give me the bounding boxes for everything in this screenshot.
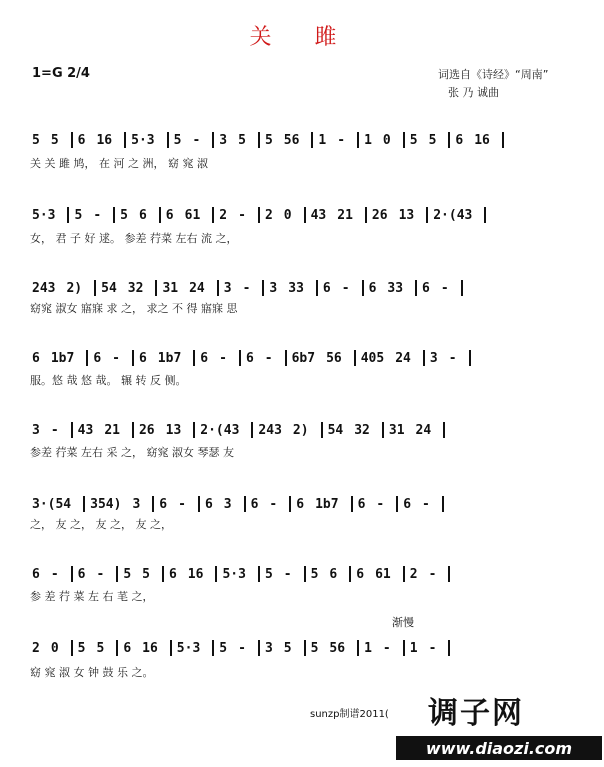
note-group: 2) <box>292 422 309 438</box>
note-group: 21 <box>104 422 120 438</box>
note-group: 56 <box>326 350 342 366</box>
barline <box>94 280 96 296</box>
note-group: 6 <box>200 350 209 366</box>
note-group: 243 <box>32 280 56 296</box>
note-group: 16 <box>96 132 113 148</box>
barline <box>258 640 260 656</box>
notation-line <box>30 205 570 225</box>
note-group: 1 <box>364 640 372 656</box>
note-group: 16 <box>187 566 204 582</box>
barline <box>71 566 73 582</box>
note-group: 6 <box>322 280 331 296</box>
note-group: - <box>382 640 391 656</box>
note-group: 21 <box>337 207 353 223</box>
note-group: 6 <box>422 280 430 296</box>
notation-line <box>30 130 570 150</box>
note-group: 6 <box>168 566 177 582</box>
note-group: 3 <box>269 280 278 296</box>
note-group: 54 <box>101 280 117 296</box>
note-group: 24 <box>395 350 411 366</box>
barline <box>244 496 246 512</box>
note-group: 0 <box>50 640 59 656</box>
barline <box>251 422 253 438</box>
note-group: 31 <box>388 422 405 438</box>
barline <box>71 640 73 656</box>
note-group: - <box>341 280 350 296</box>
note-group: 243 <box>258 422 282 438</box>
note-group: 0 <box>283 207 292 223</box>
barline <box>258 132 260 148</box>
note-group: 5 <box>264 566 273 582</box>
barline <box>304 640 306 656</box>
barline <box>155 280 157 296</box>
barline <box>423 350 425 366</box>
note-group: 5 <box>120 207 128 223</box>
barline <box>403 132 405 148</box>
note-group: 3 <box>219 132 228 148</box>
note-group: 2 <box>409 566 418 582</box>
barline <box>132 422 134 438</box>
site-url[interactable]: www.diaozi.com <box>396 736 602 760</box>
notation-line <box>30 564 570 584</box>
barline <box>258 207 260 223</box>
barline <box>469 350 471 366</box>
note-group: 5 <box>32 132 40 148</box>
note-group: 32 <box>127 280 144 296</box>
note-group: 6 <box>204 496 213 512</box>
note-group: 5 <box>50 132 59 148</box>
barline <box>304 207 306 223</box>
note-group: 2 <box>32 640 40 656</box>
note-group: 354) <box>90 496 122 512</box>
barline <box>116 566 118 582</box>
barline <box>86 350 88 366</box>
note-group: - <box>238 640 246 656</box>
note-group: 3 <box>223 496 232 512</box>
notation-line <box>30 420 570 440</box>
note-group: 5 <box>428 132 437 148</box>
note-group: - <box>283 566 292 582</box>
barline <box>357 640 359 656</box>
note-group: 13 <box>398 207 415 223</box>
barline <box>461 280 463 296</box>
barline <box>162 566 164 582</box>
barline <box>193 422 195 438</box>
note-group: 5 <box>219 640 228 656</box>
note-group: - <box>422 496 430 512</box>
barline <box>215 566 217 582</box>
note-group: 6 <box>77 132 86 148</box>
note-group: 0 <box>382 132 391 148</box>
note-group: - <box>96 566 105 582</box>
note-group: 61 <box>375 566 391 582</box>
note-group: 5 <box>283 640 292 656</box>
key-label: 1=G <box>32 66 63 81</box>
note-group: 5 <box>142 566 150 582</box>
lyrics-line: 之， 友 之， 友 之， 友 之， <box>30 518 172 531</box>
barline <box>362 280 364 296</box>
note-group: 6 <box>368 280 377 296</box>
barline <box>484 207 486 223</box>
lyrics-line: 参差 荇菜 左右 采 之， 窈窕 淑女 琴瑟 友 <box>30 446 234 459</box>
barline <box>403 640 405 656</box>
note-group: 2·(43 <box>200 422 240 438</box>
note-group: - <box>192 132 201 148</box>
site-logo: 调子网 <box>428 696 524 731</box>
note-group: - <box>428 640 437 656</box>
barline <box>426 207 428 223</box>
note-group: - <box>93 207 102 223</box>
note-group: 6 <box>77 566 86 582</box>
note-group: 3 <box>32 422 40 438</box>
note-group: - <box>428 566 437 582</box>
note-group: - <box>440 280 449 296</box>
note-group: 5·3 <box>131 132 155 148</box>
barline <box>116 640 118 656</box>
barline <box>71 132 73 148</box>
note-group: 24 <box>189 280 205 296</box>
barline <box>83 496 85 512</box>
note-group: - <box>219 350 227 366</box>
lyrics-line: 关 关 雎 鸠， 在 河 之 洲， 窈 窕 淑 <box>30 157 208 170</box>
note-group: - <box>337 132 346 148</box>
maker-credit: sunzp制谱2011( <box>310 709 389 720</box>
notation-line <box>30 494 570 514</box>
note-group: 16 <box>474 132 490 148</box>
barline <box>316 280 318 296</box>
note-group: 6 <box>455 132 464 148</box>
note-group: 5 <box>238 132 246 148</box>
note-group: - <box>269 496 278 512</box>
barline <box>67 207 69 223</box>
note-group: 26 <box>138 422 155 438</box>
composer-credit: 张 乃 诚曲 <box>448 86 499 99</box>
barline <box>351 496 353 512</box>
note-group: 6 <box>93 350 102 366</box>
note-group: 5·3 <box>176 640 201 656</box>
barline <box>239 350 241 366</box>
note-group: 6 <box>138 350 147 366</box>
barline <box>396 496 398 512</box>
note-group: 2·(43 <box>433 207 473 223</box>
note-group: 6 <box>245 350 254 366</box>
barline <box>448 640 450 656</box>
note-group: 6 <box>159 496 168 512</box>
note-group: 3 <box>223 280 232 296</box>
note-group: 6 <box>296 496 305 512</box>
note-group: 56 <box>329 640 346 656</box>
song-title: 关 雎 <box>249 25 355 50</box>
note-group: 5 <box>310 640 319 656</box>
note-group: 3 <box>264 640 273 656</box>
note-group: 6b7 <box>291 350 316 366</box>
note-group: 16 <box>142 640 158 656</box>
barline <box>365 207 367 223</box>
barline <box>212 207 214 223</box>
barline <box>311 132 313 148</box>
note-group: - <box>264 350 273 366</box>
note-group: 43 <box>77 422 94 438</box>
note-group: 13 <box>165 422 182 438</box>
note-group: - <box>178 496 186 512</box>
note-group: 5 <box>74 207 83 223</box>
barline <box>349 566 351 582</box>
barline <box>382 422 384 438</box>
barline <box>152 496 154 512</box>
note-group: 6 <box>32 350 40 366</box>
barline <box>193 350 195 366</box>
note-group: 6 <box>329 566 338 582</box>
barline <box>354 350 356 366</box>
barline <box>285 350 287 366</box>
note-group: 33 <box>288 280 304 296</box>
note-group: 61 <box>184 207 201 223</box>
note-group: 33 <box>387 280 404 296</box>
lyrics-line: 窈 窕 淑 女 钟 鼓 乐 之。 <box>30 666 154 679</box>
note-group: 26 <box>371 207 388 223</box>
note-group: 5 <box>173 132 182 148</box>
note-group: - <box>50 566 59 582</box>
lyricist-credit: 词选自《诗经》“周南” <box>438 68 549 81</box>
note-group: 6 <box>165 207 174 223</box>
note-group: 3·(54 <box>32 496 72 512</box>
lyrics-line: 服。悠 哉 悠 哉。 辗 转 反 侧。 <box>30 374 187 387</box>
barline <box>198 496 200 512</box>
note-group: 6 <box>403 496 412 512</box>
note-group: 2 <box>264 207 273 223</box>
note-group: 56 <box>283 132 300 148</box>
note-group: 6 <box>356 566 365 582</box>
barline <box>170 640 172 656</box>
barline <box>448 132 450 148</box>
note-group: 1b7 <box>157 350 182 366</box>
notation-line <box>30 638 570 658</box>
note-group: 6 <box>123 640 132 656</box>
barline <box>262 280 264 296</box>
note-group: 31 <box>162 280 179 296</box>
barline <box>258 566 260 582</box>
barline <box>212 640 214 656</box>
time-signature: 2/4 <box>67 66 90 81</box>
notation-line <box>30 278 570 298</box>
note-group: 6 <box>32 566 40 582</box>
note-group: 2 <box>219 207 228 223</box>
note-group: - <box>376 496 385 512</box>
barline <box>132 350 134 366</box>
note-group: 5·3 <box>222 566 246 582</box>
note-group: 5 <box>264 132 273 148</box>
note-group: 5 <box>123 566 132 582</box>
note-group: 3 <box>132 496 141 512</box>
barline <box>442 496 444 512</box>
note-group: 1b7 <box>50 350 75 366</box>
key-signature <box>32 66 90 81</box>
barline <box>124 132 126 148</box>
note-group: 5 <box>77 640 86 656</box>
barline <box>113 207 115 223</box>
note-group: 1 <box>318 132 327 148</box>
note-group: 2) <box>66 280 83 296</box>
note-group: 5·3 <box>32 207 56 223</box>
note-group: 1b7 <box>315 496 339 512</box>
notation-line <box>30 348 570 368</box>
barline <box>448 566 450 582</box>
barline <box>217 280 219 296</box>
barline <box>159 207 161 223</box>
note-group: 3 <box>429 350 438 366</box>
note-group: - <box>112 350 120 366</box>
note-group: 24 <box>415 422 432 438</box>
note-group: 1 <box>409 640 418 656</box>
note-group: - <box>448 350 457 366</box>
barline <box>443 422 445 438</box>
note-group: 32 <box>354 422 370 438</box>
tempo-mark: 渐慢 <box>392 616 414 629</box>
note-group: 405 <box>360 350 385 366</box>
barline <box>304 566 306 582</box>
barline <box>502 132 504 148</box>
barline <box>357 132 359 148</box>
barline <box>71 422 73 438</box>
barline <box>212 132 214 148</box>
barline <box>321 422 323 438</box>
note-group: 6 <box>250 496 259 512</box>
note-group: - <box>50 422 59 438</box>
note-group: 1 <box>364 132 372 148</box>
note-group: 5 <box>409 132 418 148</box>
note-group: 6 <box>138 207 147 223</box>
note-group: 54 <box>327 422 344 438</box>
note-group: 5 <box>96 640 105 656</box>
note-group: - <box>238 207 246 223</box>
note-group: - <box>242 280 251 296</box>
barline <box>167 132 169 148</box>
barline <box>289 496 291 512</box>
lyrics-line: 参 差 荇 菜 左 右 芼 之， <box>30 590 154 603</box>
lyrics-line: 女， 君 子 好 逑。 参差 荇菜 左右 流 之， <box>30 232 238 245</box>
lyrics-line: 窈窕 淑女 寤寐 求 之， 求之 不 得 寤寐 思 <box>30 302 238 315</box>
barline <box>415 280 417 296</box>
barline <box>403 566 405 582</box>
note-group: 5 <box>310 566 319 582</box>
note-group: 43 <box>310 207 327 223</box>
note-group: 6 <box>357 496 366 512</box>
